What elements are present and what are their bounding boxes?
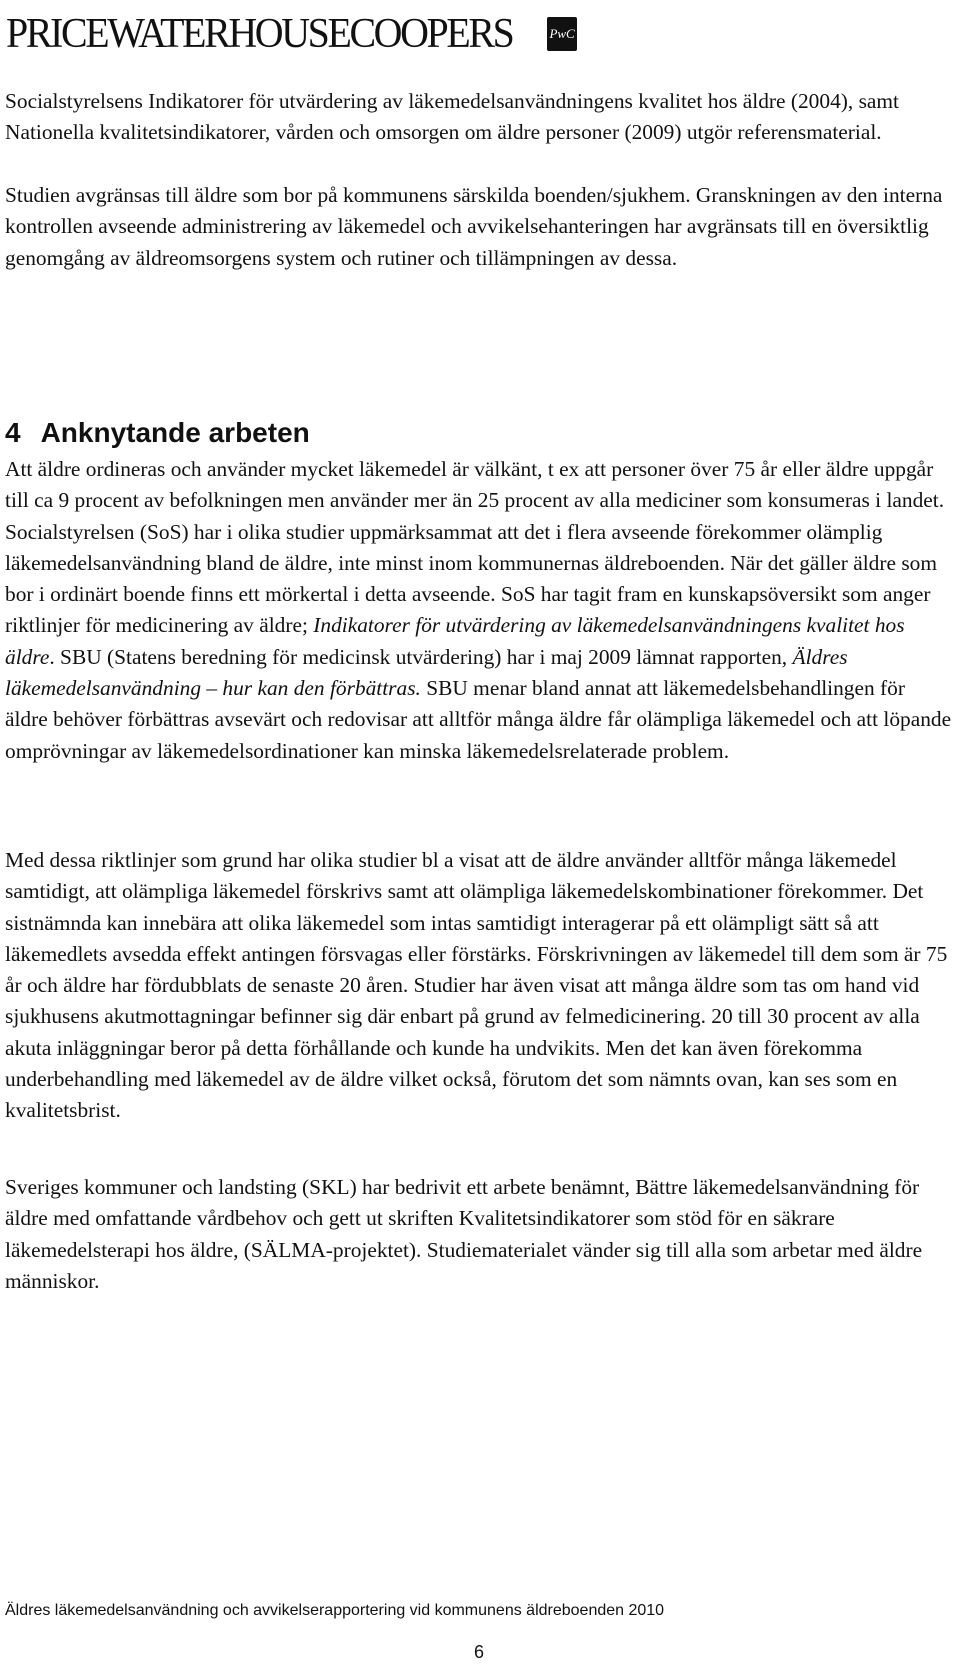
intro-paragraph-1: Socialstyrelsens Indikatorer för utvärdering av läkemedelsanvändningens kvalitet hos äldre (2004), samt Nationella kvalitetsindikatorer, vården och omsorgen om äldre personer (2009) utgör referensmaterial.: [5, 89, 899, 145]
section-paragraph-1: [5, 454, 953, 767]
company-logo: [6, 6, 577, 62]
section-paragraph-3: Sveriges kommuner och landsting (SKL) har bedrivit ett arbete benämnt, Bättre läkemedelsanvändning för äldre med omfattande vårdbehov och gett ut skriften Kvalitetsindikatorer som stöd för en säkrare läkemedelsterapi hos äldre, (SÄLMA-projektet). Studiematerialet vänder sig till alla som arbetar med äldre människor.: [5, 1175, 923, 1293]
italic-report-title-2: Äldres läkemedelsanvändning – hur kan den förbättras.: [5, 644, 848, 701]
logo-badge-icon: PwC: [547, 17, 577, 51]
page-number: 6: [474, 1642, 485, 1662]
logo-wordmark: PRICEWATERHOUSECOOPERS: [6, 11, 513, 57]
page-footer: Äldres läkemedelsanvändning och avvikelserapportering vid kommunens äldreboenden 2010: [5, 1602, 665, 1619]
paragraph-text: . SBU (Statens beredning för medicinsk utvärdering) har i maj 2009 lämnat rapporten,: [49, 644, 793, 669]
paragraph-text: SBU menar bland annat att läkemedelsbehandlingen för äldre behöver förbättras avsevärt och redovisar att alltför många äldre får olämpliga läkemedel och att löpande omprövningar av läkemedelsordinationer kan minska läkemedelsrelaterade problem.: [5, 676, 952, 763]
section-number: 4: [5, 417, 21, 448]
section-heading: [5, 415, 310, 451]
paragraph-text: Att äldre ordineras och använder mycket läkemedel är välkänt, t ex att personer över 75 år eller äldre uppgår till ca 9 procent av befolkningen men använder mer än 25 procent av alla mediciner som konsumeras i landet. Socialstyrelsen (SoS) har i olika studier uppmärksammat att det i flera avseende förekommer olämplig läkemedelsanvändning bland de äldre, inte minst inom kommunernas äldreboenden. När det gäller äldre som bor i ordinärt boende finns ett mörkertal i detta avseende. SoS har tagit fram en kunskapsöversikt som anger riktlinjer för medicinering av äldre;: [5, 457, 945, 638]
italic-report-title-1: Indikatorer för utvärdering av läkemedelsanvändningens kvalitet hos äldre: [5, 613, 905, 669]
intro-paragraph-2: Studien avgränsas till äldre som bor på kommunens särskilda boenden/sjukhem. Granskningen av den interna kontrollen avseende administrering av läkemedel och avvikelsehanteringen har avgränsats till en översiktlig genomgång av äldreomsorgens system och rutiner och tillämpningen av dessa.: [5, 183, 943, 270]
section-title: Anknytande arbeten: [40, 417, 310, 448]
section-paragraph-2: Med dessa riktlinjer som grund har olika studier bl a visat att de äldre använder alltför många läkemedel samtidigt, att olämpliga läkemedel förskrivs samt att olämpliga läkemedelskombinationer förekommer. Det sistnämnda kan innebära att olika läkemedel som intas samtidigt interagerar på ett olämpligt sätt så att läkemedlets avsedda effekt antingen försvagas eller förstärks. Förskrivningen av läkemedel till dem som är 75 år och äldre har fördubblats de senaste 20 åren. Studier har även visat att många äldre som tas om hand vid sjukhusens akutmottagningar befinner sig där enbart på grund av felmedicinering. 20 till 30 procent av alla akuta inläggningar beror på detta förhållande och kunde ha undvikits. Men det kan även förekomma underbehandling med läkemedel av de äldre vilket också, förutom det som nämnts ovan, kan ses som en kvalitetsbrist.: [5, 848, 948, 1123]
